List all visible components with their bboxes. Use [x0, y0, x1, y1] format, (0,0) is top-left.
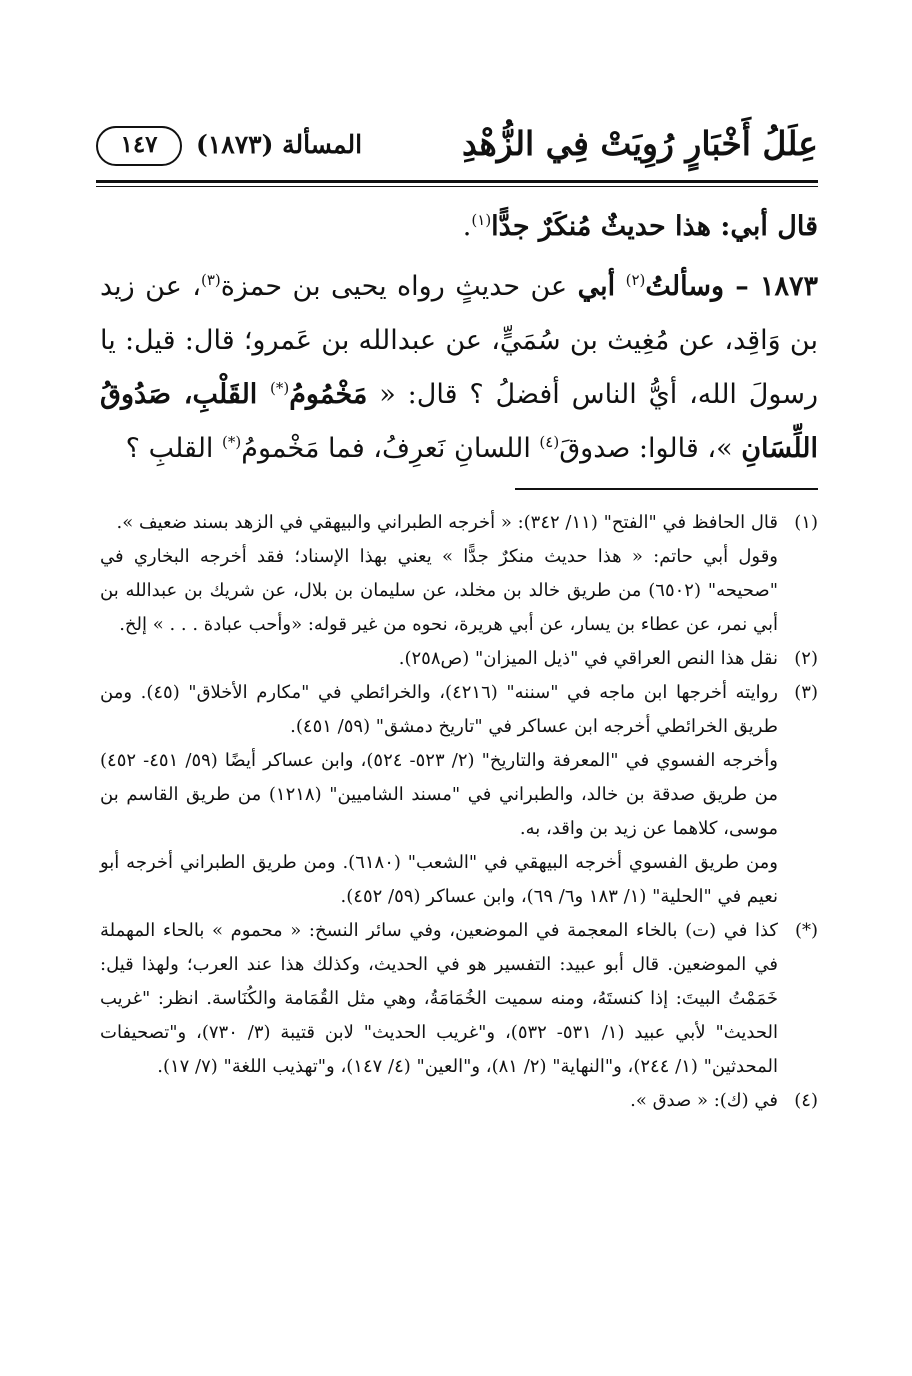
footnote-number: (٢) — [794, 648, 818, 669]
main-text — [100, 200, 818, 476]
footnote-paragraph: في (ك): « صدق ». — [630, 1090, 778, 1111]
footnote-star — [100, 914, 818, 1084]
footnote-body — [100, 506, 778, 642]
paragraph-question — [100, 260, 818, 476]
footnote-body — [100, 676, 778, 914]
question-part-e: اللسانِ نَعرِفُ، فما مَخْمومُ — [241, 433, 540, 464]
hadith-bold-2: القَلْبِ، صَدُوقُ اللِّسَانِ — [100, 379, 818, 464]
header-rule-thin — [96, 186, 818, 187]
footnote-ref-star-2: (*) — [222, 433, 242, 451]
page-header — [96, 122, 818, 180]
question-part-c: ، عن زيد بن وَاقِد، عن مُغِيث بن سُمَيٍّ، عن عبدالله بن عَمرو؛ قال: قيل: يا رسولَ الله، أيُّ الناس أفضلُ ؟ قال: « — [100, 271, 819, 410]
footnote-number: (١) — [794, 512, 818, 533]
footnote-ref-4: (٤) — [539, 433, 560, 451]
footnote-3 — [100, 676, 818, 914]
footnote-ref-1: (١) — [471, 211, 492, 229]
question-number: ١٨٧٣ – وسألتُ — [645, 271, 818, 302]
hadith-bold-1: مَخْمُومُ — [289, 379, 368, 410]
footnote-1 — [100, 506, 818, 642]
footnote-paragraph: ومن طريق الفسوي أخرجه البيهقي في "الشعب" (٦١٨٠). ومن طريق الطبراني أخرجه أبو نعيم في "الحلية" (١/ ١٨٣ و٦/ ٦٩)، وابن عساكر (٥٩/ ٤٥٢). — [100, 852, 778, 907]
header-rule-thick — [96, 180, 818, 183]
footnote-body — [100, 1084, 778, 1118]
footnote-ref-star: (*) — [270, 379, 290, 397]
issue-number: المسألة (١٨٧٣) — [196, 130, 363, 159]
footnote-ref-3: (٣) — [200, 271, 221, 289]
footnote-number: (٤) — [794, 1090, 818, 1111]
footnotes — [100, 506, 818, 1118]
footnote-body — [100, 914, 778, 1084]
footnote-paragraph: كذا في (ت) بالخاء المعجمة في الموضعين، وفي سائر النسخ: « محموم » بالحاء المهملة في الموضعين. قال أبو عبيد: التفسير هو في الحديث، وكذلك هذا عند العرب؛ ولهذا قيل: خَمَمْتُ البيتَ: إذا كنستَهُ، ومنه سميت الخُمَامَةُ، وهي مثل القُمَامة والكُنَاسة. انظر: "غريب الحديث" لأبي عبيد (١/ ٥٣١- ٥٣٢)، و"غريب الحديث" لابن قتيبة (٣/ ٧٣٠)، و"تصحيفات المحدثين" (١/ ٢٤٤)، و"النهاية" (٢/ ٨١)، و"العين" (٤/ ١٤٧)، و"تهذيب اللغة" (٧/ ١٧). — [100, 920, 778, 1077]
footnote-paragraph: وقول أبي حاتم: « هذا حديث منكرٌ جدًّا » يعني بهذا الإسناد؛ فقد أخرجه البخاري في "صحيحه" (٦٥٠٢) من طريق خالد بن مخلد، عن سليمان بن بلال، عن شريك بن عبدالله بن أبي نمر، عن عطاء بن يسار، عن أبي هريرة، نحوه من غير قوله: «وأحب عبادة . . . » إلخ. — [100, 546, 778, 635]
footnote-paragraph: نقل هذا النص العراقي في "ذيل الميزان" (ص٢٥٨). — [398, 648, 778, 669]
footnote-separator — [515, 488, 818, 490]
page-number: ١٤٧ — [96, 126, 182, 166]
question-part-d: »، قالوا: صدوقَ — [559, 433, 742, 464]
footnote-paragraph: وأخرجه الفسوي في "المعرفة والتاريخ" (٢/ ٥٢٣- ٥٢٤)، وابن عساكر أيضًا (٥٩/ ٤٥١- ٤٥٢) من طريق صدقة بن خالد، والطبراني في "مسند الشاميين" (١٢١٨) من طريق القاسم بن موسى، كلاهما عن زيد بن واقد، به. — [100, 750, 778, 839]
footnote-2 — [100, 642, 818, 676]
footnote-4 — [100, 1084, 818, 1118]
question-part-b: عن حديثٍ رواه يحيى بن حمزة — [220, 271, 578, 302]
narrator-abi: أبي — [577, 271, 616, 302]
footnote-number: (٣) — [794, 682, 818, 703]
question-part-f: القلبِ ؟ — [125, 433, 223, 464]
opinion-text: قال أبي: هذا حديثٌ مُنكَرٌ جدًّا — [491, 211, 818, 242]
footnote-number: (*) — [794, 920, 818, 941]
opinion-end: . — [462, 211, 472, 242]
footnote-body — [100, 642, 778, 676]
footnote-paragraph: قال الحافظ في "الفتح" (١١/ ٣٤٢): « أخرجه الطبراني والبيهقي في الزهد بسند ضعيف ». — [116, 512, 778, 533]
paragraph-opinion — [100, 200, 818, 254]
footnote-paragraph: روايته أخرجها ابن ماجه في "سننه" (٤٢١٦)، والخرائطي في "مكارم الأخلاق" (٤٥). ومن طريق الخرائطي أخرجه ابن عساكر في "تاريخ دمشق" (٥٩/ ٤٥١). — [100, 682, 778, 737]
footnote-ref-2: (٢) — [625, 271, 646, 289]
book-title: عِلَلُ أَخْبَارٍ رُوِيَتْ فِي الزُّهْدِ — [462, 124, 818, 163]
